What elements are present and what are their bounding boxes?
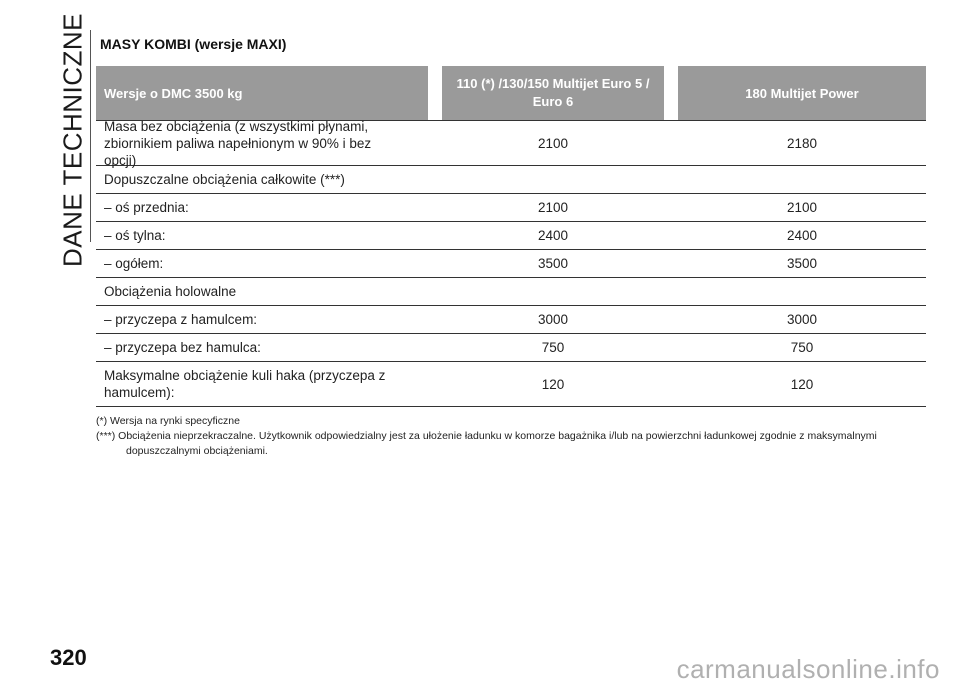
row-label: Dopuszczalne obciążenia całkowite (***) [104,172,345,187]
side-tab-label: DANE TECHNICZNE [57,12,88,268]
row-value-col1: 2100 [537,135,569,151]
section-title: MASY KOMBI (wersje MAXI) [100,36,287,52]
footnotes [96,414,926,459]
table-row [96,278,926,306]
row-value-col1: 2400 [537,228,569,243]
row-value-col1: 3500 [537,256,569,271]
row-label: Obciążenia holowalne [104,284,237,299]
row-label: – przyczepa z hamulcem: [104,312,258,327]
row-value-col1: 120 [541,376,565,392]
row-value-col2: 2180 [786,135,818,151]
side-divider [90,30,91,242]
row-value-col2: 3000 [786,312,818,327]
table-row [96,334,926,362]
row-label: – oś przednia: [104,200,189,215]
header-multijet-110-150: 110 (*) /130/150 Multijet Euro 5 / Euro 6 [442,66,664,120]
footnote-1: (*) Wersja na rynki specyficzne [96,415,240,427]
mass-table [96,66,926,407]
section-side-tab [52,12,94,268]
table-header [96,66,926,120]
row-value-col2: 120 [790,376,814,392]
row-label: Masa bez obciążenia (z wszystkimi płynami, zbiornikiem paliwa napełnionym w 90% i bez opcji) [104,118,372,168]
table-row [96,166,926,194]
table-row [96,306,926,334]
row-value-col2: 750 [790,340,814,355]
table-row [96,120,926,166]
row-label: Maksymalne obciążenie kuli haka (przyczepa z hamulcem): [104,368,386,400]
row-value-col2: 2100 [786,200,818,215]
row-value-col2: 3500 [786,256,818,271]
table-row [96,222,926,250]
row-value-col1: 750 [541,340,565,355]
table-row [96,362,926,407]
watermark: carmanualsonline.info [676,654,940,684]
row-value-col1: 3000 [537,312,569,327]
header-versions: Wersje o DMC 3500 kg [96,66,428,120]
row-label: – ogółem: [104,256,164,271]
row-label: – oś tylna: [104,228,166,243]
header-multijet-180: 180 Multijet Power [678,66,926,120]
page-number: 320 [50,645,87,670]
row-value-col1: 2100 [537,200,569,215]
row-value-col2: 2400 [786,228,818,243]
row-label: – przyczepa bez hamulca: [104,340,261,355]
table-row [96,250,926,278]
footnote-2: (***) Obciążenia nieprzekraczalne. Użytkownik odpowiedzialny jest za ułożenie ładunku w komorze bagażnika i/lub na powierzchni ładunkowej zgodnie z maksymalnymi dopuszczalnymi obciążeniami. [96,430,877,457]
table-row [96,194,926,222]
